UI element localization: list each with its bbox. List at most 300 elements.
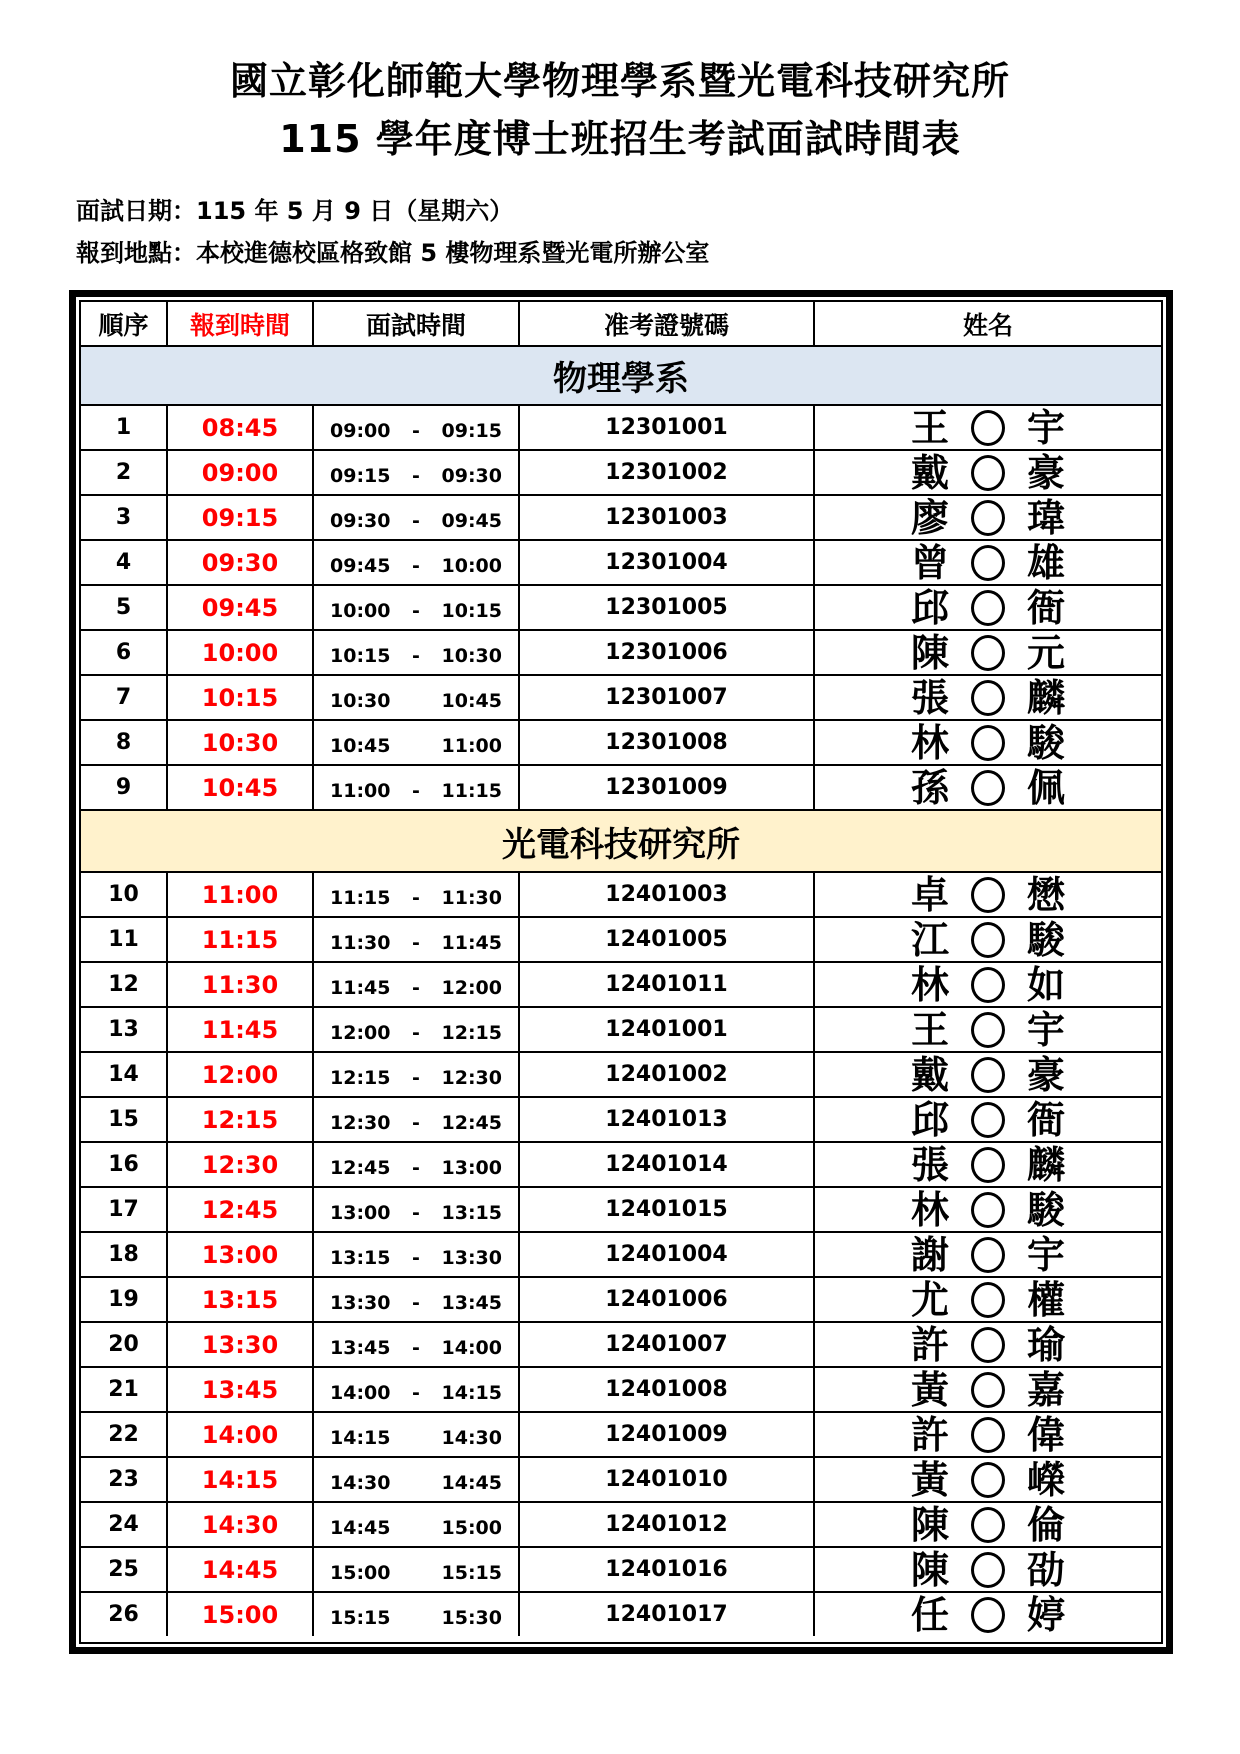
masked-name-circle-icon [971,922,1005,958]
table-row [81,675,1161,720]
seq-cell: 5 [81,585,167,630]
interview-dash: - [412,644,420,667]
interview-end: 11:00 [441,734,502,757]
surname: 張 [910,1142,949,1187]
masked-name-circle-icon [971,590,1005,626]
given-name: 宇 [1027,405,1066,450]
table-row [81,1142,1161,1187]
name-cell [814,630,1161,675]
interview-start: 10:00 [330,599,391,622]
masked-name-circle-icon [971,1462,1005,1498]
seq-cell: 3 [81,495,167,540]
interview-end: 15:30 [441,1606,502,1629]
interview-end: 09:30 [441,464,502,487]
interview-dash: - [412,419,420,442]
name-cell [814,1547,1161,1592]
checkin-time-cell: 12:45 [167,1187,313,1232]
given-name: 瑜 [1027,1322,1066,1367]
interview-start: 12:30 [330,1111,391,1134]
section-header-physics [81,346,1161,405]
seq-cell: 22 [81,1412,167,1457]
document-subtitle: 115 學年度博士班招生考試面試時間表 [279,117,961,161]
checkin-time-cell: 09:30 [167,540,313,585]
seq-cell: 18 [81,1232,167,1277]
interview-start: 14:00 [330,1381,391,1404]
interview-time-cell [313,1547,519,1592]
interview-end: 10:15 [441,599,502,622]
masked-name-circle-icon [971,1012,1005,1048]
seq-cell: 21 [81,1367,167,1412]
table-row [81,1097,1161,1142]
table-header-row [81,302,1161,346]
masked-name-circle-icon [971,1327,1005,1363]
exam-number-cell: 12301009 [519,765,814,810]
table-row [81,1322,1161,1367]
schedule-table-frame [69,290,1173,1654]
seq-cell: 12 [81,962,167,1007]
seq-cell: 6 [81,630,167,675]
interview-dash: - [412,1156,420,1179]
seq-cell: 20 [81,1322,167,1367]
masked-name-circle-icon [971,680,1005,716]
seq-cell: 17 [81,1187,167,1232]
seq-cell: 11 [81,917,167,962]
exam-number-cell: 12301003 [519,495,814,540]
table-row [81,1547,1161,1592]
interview-time-cell [313,495,519,540]
interview-start: 11:45 [330,976,391,999]
interview-time-cell [313,1502,519,1547]
interview-dash: - [412,464,420,487]
column-header-interview-time: 面試時間 [313,302,519,346]
exam-number-cell: 12301001 [519,405,814,450]
masked-name-circle-icon [971,1102,1005,1138]
checkin-time-cell: 13:30 [167,1322,313,1367]
masked-name-circle-icon [971,635,1005,671]
name-cell [814,495,1161,540]
table-row [81,630,1161,675]
masked-name-circle-icon [971,877,1005,913]
interview-start: 14:45 [330,1516,391,1539]
given-name: 駿 [1027,720,1066,765]
interview-start: 14:15 [330,1426,391,1449]
table-row [81,765,1161,810]
surname: 尤 [910,1277,949,1322]
name-cell [814,1232,1161,1277]
interview-end: 13:45 [441,1291,502,1314]
exam-number-cell: 12401012 [519,1502,814,1547]
surname: 戴 [910,1052,949,1097]
masked-name-circle-icon [971,1507,1005,1543]
surname: 黃 [910,1367,949,1412]
interview-time-cell [313,450,519,495]
interview-start: 09:15 [330,464,391,487]
checkin-time-cell: 10:00 [167,630,313,675]
table-row [81,1502,1161,1547]
interview-end: 12:30 [441,1066,502,1089]
surname: 江 [910,917,949,962]
interview-start: 14:30 [330,1471,391,1494]
interview-time-cell [313,630,519,675]
interview-start: 15:00 [330,1561,391,1584]
interview-time-cell [313,675,519,720]
interview-time-cell [313,1097,519,1142]
masked-name-circle-icon [971,1597,1005,1633]
surname: 許 [910,1412,949,1457]
given-name: 嘉 [1027,1367,1066,1412]
name-cell [814,1457,1161,1502]
checkin-time-cell: 09:45 [167,585,313,630]
seq-cell: 13 [81,1007,167,1052]
name-cell [814,585,1161,630]
interview-end: 12:00 [441,976,502,999]
name-cell [814,1052,1161,1097]
table-row [81,917,1161,962]
seq-cell: 4 [81,540,167,585]
checkin-time-cell: 10:45 [167,765,313,810]
interview-time-cell [313,872,519,917]
table-row [81,1277,1161,1322]
interview-start: 12:00 [330,1021,391,1044]
checkin-time-cell: 13:45 [167,1367,313,1412]
interview-time-cell [313,1412,519,1457]
surname: 黃 [910,1457,949,1502]
interview-dash: - [412,779,420,802]
interview-dash: - [412,931,420,954]
surname: 王 [910,1007,949,1052]
interview-dash: - [412,1291,420,1314]
seq-cell: 23 [81,1457,167,1502]
table-row [81,1412,1161,1457]
given-name: 豪 [1027,450,1066,495]
interview-time-cell [313,720,519,765]
given-name: 元 [1027,630,1066,675]
checkin-time-cell: 09:15 [167,495,313,540]
surname: 陳 [910,630,949,675]
checkin-time-cell: 11:00 [167,872,313,917]
interview-time-cell [313,405,519,450]
surname: 邱 [910,585,949,630]
column-header-seq: 順序 [81,302,167,346]
surname: 卓 [910,872,949,917]
checkin-time-cell: 09:00 [167,450,313,495]
interview-date: 面試日期：115 年 5 月 9 日（星期六） [76,197,514,225]
interview-start: 13:30 [330,1291,391,1314]
section-title: 物理學系 [81,346,1161,405]
exam-number-cell: 12401011 [519,962,814,1007]
name-cell [814,962,1161,1007]
name-cell [814,1367,1161,1412]
checkin-time-cell: 10:15 [167,675,313,720]
checkin-time-cell: 12:15 [167,1097,313,1142]
seq-cell: 8 [81,720,167,765]
masked-name-circle-icon [971,500,1005,536]
interview-start: 11:15 [330,886,391,909]
name-cell [814,540,1161,585]
exam-number-cell: 12401005 [519,917,814,962]
given-name: 嶸 [1027,1457,1066,1502]
name-cell [814,1007,1161,1052]
exam-number-cell: 12401008 [519,1367,814,1412]
table-row [81,1007,1161,1052]
interview-end: 10:00 [441,554,502,577]
section-header-optoelectronics [81,810,1161,872]
seq-cell: 10 [81,872,167,917]
exam-number-cell: 12301005 [519,585,814,630]
given-name: 如 [1027,962,1066,1007]
interview-dash: - [412,1336,420,1359]
checkin-time-cell: 11:15 [167,917,313,962]
exam-number-cell: 12401003 [519,872,814,917]
interview-start: 11:00 [330,779,391,802]
interview-end: 12:45 [441,1111,502,1134]
interview-end: 15:00 [441,1516,502,1539]
given-name: 衙 [1027,585,1066,630]
table-row [81,1052,1161,1097]
surname: 林 [910,1187,949,1232]
surname: 許 [910,1322,949,1367]
table-row [81,405,1161,450]
masked-name-circle-icon [971,1147,1005,1183]
interview-dash: - [412,554,420,577]
masked-name-circle-icon [971,1237,1005,1273]
exam-number-cell: 12401010 [519,1457,814,1502]
given-name: 麟 [1027,1142,1066,1187]
interview-dash: - [412,1381,420,1404]
surname: 邱 [910,1097,949,1142]
surname: 王 [910,405,949,450]
surname: 林 [910,962,949,1007]
table-row [81,495,1161,540]
interview-end: 11:45 [441,931,502,954]
table-row [81,1592,1161,1636]
interview-start: 11:30 [330,931,391,954]
interview-end: 14:30 [441,1426,502,1449]
masked-name-circle-icon [971,1057,1005,1093]
interview-start: 12:45 [330,1156,391,1179]
interview-start: 13:15 [330,1246,391,1269]
interview-dash: - [412,1111,420,1134]
given-name: 雄 [1027,540,1066,585]
seq-cell: 24 [81,1502,167,1547]
name-cell [814,450,1161,495]
interview-start: 09:30 [330,509,391,532]
interview-time-cell [313,1007,519,1052]
checkin-time-cell: 12:00 [167,1052,313,1097]
interview-end: 09:15 [441,419,502,442]
interview-time-cell [313,1142,519,1187]
name-cell [814,1592,1161,1636]
masked-name-circle-icon [971,545,1005,581]
given-name: 倫 [1027,1502,1066,1547]
interview-end: 09:45 [441,509,502,532]
checkin-time-cell: 11:45 [167,1007,313,1052]
given-name: 駿 [1027,917,1066,962]
table-row [81,1367,1161,1412]
interview-end: 13:00 [441,1156,502,1179]
given-name: 宇 [1027,1007,1066,1052]
exam-number-cell: 12401001 [519,1007,814,1052]
interview-time-cell [313,585,519,630]
interview-end: 14:00 [441,1336,502,1359]
seq-cell: 26 [81,1592,167,1636]
given-name: 佩 [1027,765,1066,810]
exam-number-cell: 12401009 [519,1412,814,1457]
given-name: 瑋 [1027,495,1066,540]
masked-name-circle-icon [971,770,1005,806]
interview-time-cell [313,1367,519,1412]
table-row [81,720,1161,765]
interview-dash: - [412,976,420,999]
name-cell [814,1142,1161,1187]
exam-number-cell: 12401015 [519,1187,814,1232]
exam-number-cell: 12401016 [519,1547,814,1592]
interview-start: 13:45 [330,1336,391,1359]
checkin-time-cell: 14:45 [167,1547,313,1592]
name-cell [814,1412,1161,1457]
masked-name-circle-icon [971,1372,1005,1408]
seq-cell: 19 [81,1277,167,1322]
table-row [81,1187,1161,1232]
masked-name-circle-icon [971,1552,1005,1588]
name-cell [814,1097,1161,1142]
column-header-name: 姓名 [814,302,1161,346]
interview-start: 15:15 [330,1606,391,1629]
document-title: 國立彰化師範大學物理學系暨光電科技研究所 [229,59,1010,103]
name-cell [814,1502,1161,1547]
interview-start: 09:45 [330,554,391,577]
name-cell [814,675,1161,720]
name-cell [814,917,1161,962]
seq-cell: 1 [81,405,167,450]
interview-dash: - [412,1066,420,1089]
seq-cell: 15 [81,1097,167,1142]
name-cell [814,1187,1161,1232]
given-name: 衙 [1027,1097,1066,1142]
interview-time-cell [313,917,519,962]
given-name: 偉 [1027,1412,1066,1457]
interview-time-cell [313,540,519,585]
exam-number-cell: 12401004 [519,1232,814,1277]
checkin-time-cell: 11:30 [167,962,313,1007]
interview-time-cell [313,962,519,1007]
checkin-time-cell: 13:00 [167,1232,313,1277]
interview-time-cell [313,1052,519,1097]
interview-start: 10:30 [330,689,391,712]
surname: 孫 [910,765,949,810]
checkin-time-cell: 15:00 [167,1592,313,1636]
schedule-table [81,302,1161,1636]
given-name: 駿 [1027,1187,1066,1232]
interview-end: 13:30 [441,1246,502,1269]
surname: 戴 [910,450,949,495]
masked-name-circle-icon [971,1417,1005,1453]
masked-name-circle-icon [971,1282,1005,1318]
name-cell [814,405,1161,450]
masked-name-circle-icon [971,410,1005,446]
exam-number-cell: 12401017 [519,1592,814,1636]
given-name: 權 [1027,1277,1066,1322]
exam-number-cell: 12301007 [519,675,814,720]
interview-end: 12:15 [441,1021,502,1044]
seq-cell: 7 [81,675,167,720]
given-name: 麟 [1027,675,1066,720]
exam-number-cell: 12401013 [519,1097,814,1142]
surname: 謝 [910,1232,949,1277]
name-cell [814,720,1161,765]
seq-cell: 16 [81,1142,167,1187]
checkin-time-cell: 14:00 [167,1412,313,1457]
interview-end: 10:30 [441,644,502,667]
interview-time-cell [313,765,519,810]
exam-number-cell: 12401014 [519,1142,814,1187]
section-title: 光電科技研究所 [81,810,1161,872]
checkin-time-cell: 14:15 [167,1457,313,1502]
exam-number-cell: 12301006 [519,630,814,675]
interview-time-cell [313,1187,519,1232]
interview-end: 15:15 [441,1561,502,1584]
surname: 任 [910,1592,949,1637]
given-name: 豪 [1027,1052,1066,1097]
interview-time-cell [313,1322,519,1367]
interview-start: 13:00 [330,1201,391,1224]
seq-cell: 25 [81,1547,167,1592]
table-row [81,450,1161,495]
surname: 廖 [910,495,949,540]
interview-start: 10:15 [330,644,391,667]
name-cell [814,1277,1161,1322]
seq-cell: 9 [81,765,167,810]
given-name: 宇 [1027,1232,1066,1277]
masked-name-circle-icon [971,967,1005,1003]
interview-dash: - [412,599,420,622]
table-row [81,962,1161,1007]
interview-time-cell [313,1232,519,1277]
exam-number-cell: 12401002 [519,1052,814,1097]
exam-number-cell: 12301002 [519,450,814,495]
interview-dash: - [412,1201,420,1224]
given-name: 劭 [1027,1547,1066,1592]
surname: 陳 [910,1547,949,1592]
exam-number-cell: 12301004 [519,540,814,585]
interview-start: 10:45 [330,734,391,757]
given-name: 婷 [1027,1592,1066,1637]
interview-dash: - [412,509,420,532]
name-cell [814,1322,1161,1367]
surname: 陳 [910,1502,949,1547]
surname: 曾 [910,540,949,585]
masked-name-circle-icon [971,725,1005,761]
interview-end: 14:15 [441,1381,502,1404]
checkin-time-cell: 13:15 [167,1277,313,1322]
interview-end: 11:15 [441,779,502,802]
checkin-time-cell: 14:30 [167,1502,313,1547]
checkin-time-cell: 08:45 [167,405,313,450]
seq-cell: 14 [81,1052,167,1097]
table-row [81,872,1161,917]
interview-end: 10:45 [441,689,502,712]
interview-start: 12:15 [330,1066,391,1089]
column-header-exam-number: 准考證號碼 [519,302,814,346]
interview-end: 14:45 [441,1471,502,1494]
table-row [81,1457,1161,1502]
exam-number-cell: 12301008 [519,720,814,765]
seq-cell: 2 [81,450,167,495]
table-row [81,540,1161,585]
interview-end: 11:30 [441,886,502,909]
masked-name-circle-icon [971,1192,1005,1228]
name-cell [814,872,1161,917]
